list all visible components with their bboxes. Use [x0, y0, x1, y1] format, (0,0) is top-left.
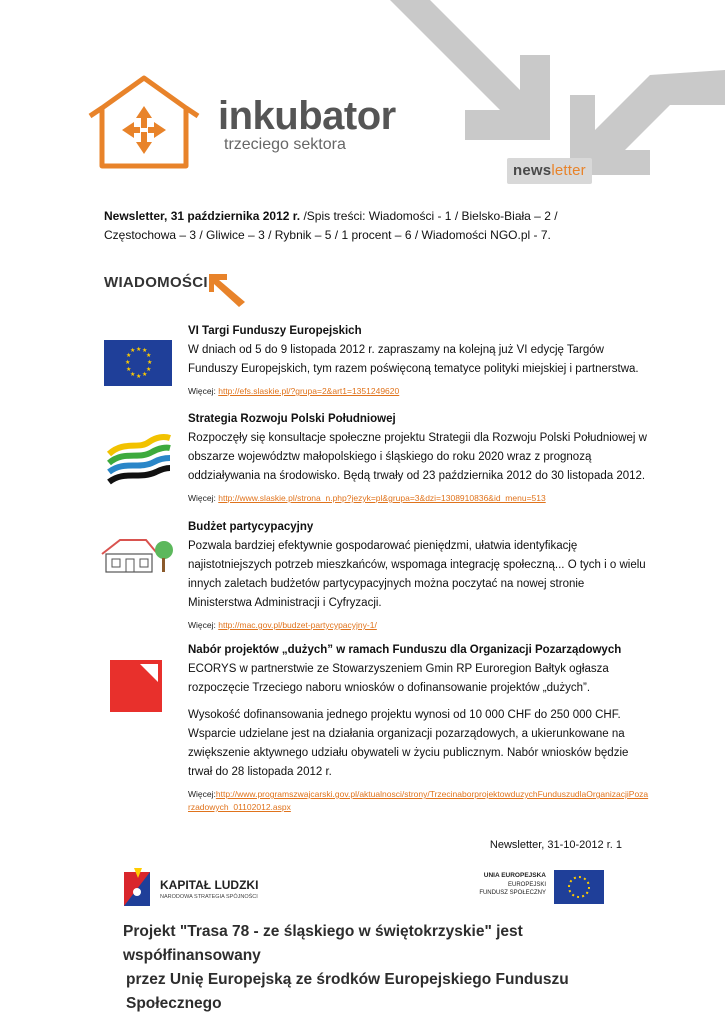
article-link[interactable]: http://www.programszwajcarski.gov.pl/aktualnosci/strony/TrzecinaborprojektowduzychFunduszudlaOrganizacjiPozarzadowych_01102012.aspx	[188, 789, 649, 812]
more-label: Więcej:	[188, 620, 219, 630]
article-more	[188, 619, 650, 632]
eu-flag-icon	[104, 340, 172, 386]
article-title: Strategia Rozwoju Polski Południowej	[188, 413, 396, 425]
kl-title: KAPITAŁ LUDZKI	[160, 878, 259, 892]
article-link[interactable]: http://mac.gov.pl/budzet-partycypacyjny-1/	[218, 620, 377, 630]
article-4	[188, 641, 650, 814]
newsletter-intro	[104, 207, 624, 245]
project-cofinancing-note	[123, 920, 613, 1016]
article-1	[188, 322, 650, 398]
article-2	[188, 410, 650, 505]
more-label: Więcej:	[188, 386, 219, 396]
svg-text:★: ★	[126, 352, 132, 359]
article-link[interactable]: http://efs.slaskie.pl/?grupa=2&art1=1351249620	[218, 386, 400, 396]
article-link[interactable]: http://www.slaskie.pl/strona_n.php?jezyk=pl&grupa=3&dzi=1308910836&id_menu=513	[218, 493, 546, 503]
eu-flag-small-icon	[554, 870, 604, 904]
article-body: ECORYS w partnerstwie ze Stowarzyszeniem Gmin RP Euroregion Bałtyk ogłasza rozpoczęcie Trzeciego naboru wniosków o dofinansowanie projektów „dużych”.	[188, 663, 609, 694]
ue-line3: FUNDUSZ SPOŁECZNY	[479, 890, 546, 896]
ngo-fund-logo-icon	[110, 660, 162, 712]
svg-text:★: ★	[147, 359, 153, 366]
kapital-ludzki-logo	[120, 866, 285, 911]
svg-text:★: ★	[126, 366, 132, 373]
table-of-contents: /Spis treści: Wiadomości - 1 / Bielsko-Biała – 2 / Częstochowa – 3 / Gliwice – 3 / Rybnik – 5 / 1 procent – 6 / Wiadomości NGO.pl - 7.	[104, 209, 558, 242]
article-body: W dniach od 5 do 9 listopada 2012 r. zapraszamy na kolejną już VI edycję Targów Funduszy Europejskich, tym razem poświęconą tematyce polityki miejskiej i partnerstwa.	[188, 344, 639, 375]
ue-efs-logo	[470, 870, 605, 910]
newsletter-tag-part1: news	[513, 162, 552, 179]
svg-text:★: ★	[142, 347, 148, 354]
svg-text:★: ★	[136, 346, 142, 353]
more-label: Więcej:	[188, 493, 219, 503]
project-line-1: Projekt "Trasa 78 - ze śląskiego w świętokrzyskie" jest współfinansowany	[123, 923, 523, 964]
svg-text:★: ★	[142, 371, 148, 378]
logo-subtitle: trzeciego sektora	[224, 136, 346, 153]
svg-text:★: ★	[130, 371, 136, 378]
article-more	[188, 492, 650, 505]
svg-text:★: ★	[130, 347, 136, 354]
section-heading: WIADOMOŚCI	[104, 274, 208, 291]
svg-text:★: ★	[146, 366, 152, 373]
article-title: VI Targi Funduszy Europejskich	[188, 325, 362, 337]
more-label: Więcej:	[188, 789, 216, 799]
ue-line1: UNIA EUROPEJSKA	[483, 872, 546, 879]
strategy-waves-icon	[104, 430, 174, 492]
kapital-ludzki-emblem-icon	[120, 866, 162, 911]
page-footer: Newsletter, 31-10-2012 r. 1	[489, 839, 622, 851]
logo-wordmark: inkubator	[218, 94, 396, 138]
article-more	[188, 788, 650, 814]
project-line-2: przez Unię Europejską ze środków Europejskiego Funduszu Społecznego	[126, 971, 569, 1012]
kl-subtitle: NARODOWA STRATEGIA SPÓJNOŚCI	[160, 894, 258, 900]
ue-line2: EUROPEJSKI	[507, 882, 546, 888]
article-title: Budżet partycypacyjny	[188, 521, 314, 533]
inkubator-logo-icon	[88, 72, 200, 170]
orange-arrow-icon	[205, 272, 247, 308]
svg-text:★: ★	[146, 352, 152, 359]
article-body-continued: Wysokość dofinansowania jednego projektu wynosi od 10 000 CHF do 250 000 CHF. Wsparcie udzielane jest na działania organizacji pozarządowych, a ukierunkowane na zwiększenie aktywnego udziału obywateli w życiu publicznym. Nabór wniosków będzie trwał do 28 listopada 2012 r.	[188, 709, 629, 778]
intro-date: Newsletter, 31 października 2012 r.	[104, 209, 301, 223]
article-body: Rozpoczęły się konsultacje społeczne projektu Strategii dla Rozwoju Polski Południowej w obszarze województw małopolskiego i śląskiego do roku 2020 wraz z prognozą oddziaływania na środowisko. Będą trwały od 23 października 2012 do 30 listopada 2012.	[188, 432, 647, 482]
newsletter-tag-part2: letter	[551, 162, 586, 179]
article-3	[188, 518, 650, 632]
svg-text:★: ★	[136, 373, 142, 380]
house-drawing-icon	[98, 532, 176, 576]
article-more	[188, 385, 650, 398]
newsletter-tag	[507, 158, 592, 184]
article-title: Nabór projektów „dużych” w ramach Funduszu dla Organizacji Pozarządowych	[188, 644, 622, 656]
svg-text:★: ★	[125, 359, 131, 366]
article-body: Pozwala bardziej efektywnie gospodarować pieniędzmi, ułatwia identyfikację najistotniejszych potrzeb mieszkańców, wspomaga integrację społeczną... O tych i o wielu innych zaletach budżetów partycypacyjnych można poczytać na nowej stronie Ministerstwa Administracji i Cyfryzacji.	[188, 540, 646, 609]
